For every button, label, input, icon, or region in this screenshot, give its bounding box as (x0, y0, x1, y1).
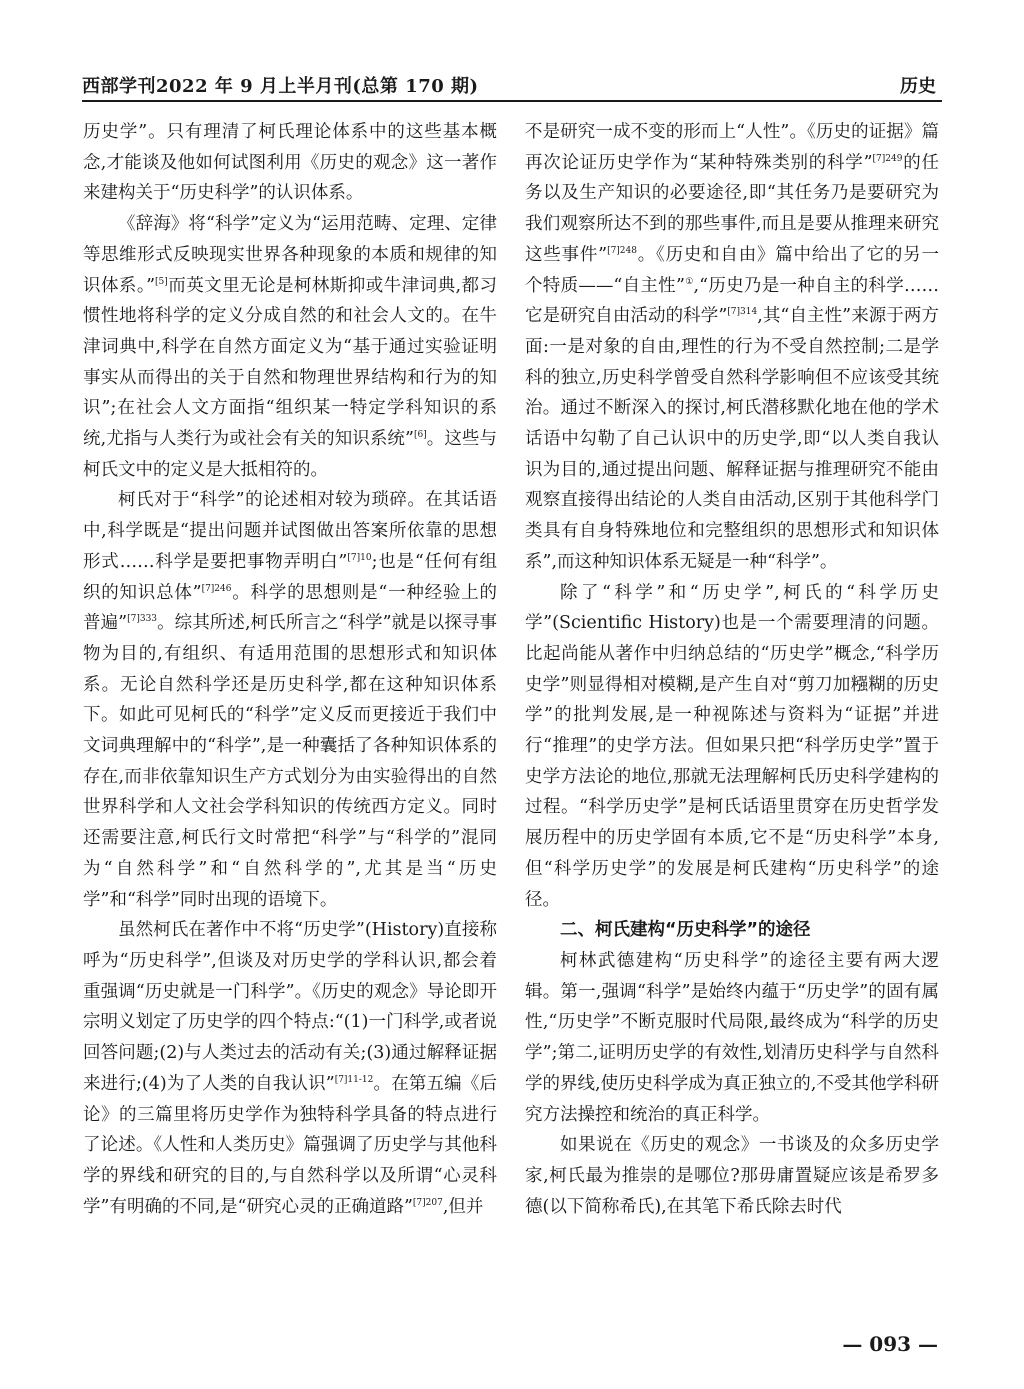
text-run: 。综其所述,柯氏所言之“科学”就是以探寻事物为目的,有组织、有适用范围的思想形式和知识体系。无论自然科学还是历史科学,都在这种知识体系下。如此可见柯氏的“科学”定义反而更接近于我们中文词典理解中的“科学”,是一种囊括了各种知识体系的存在,而非依靠知识生产方式划分为由实验得出的自然世界科学和人文社会学科知识的传统西方定义。同时还需要注意,柯氏行文时常把“科学”与“科学的”混同为“自然科学”和“自然科学的”,尤其是当“历史学”和“科学”同时出现的语境下。 (83, 613, 497, 910)
citation-mark: [7]11-12 (334, 1074, 374, 1085)
text-run: ;也是“任何有组织的知识总体” (83, 551, 498, 603)
section-heading (525, 915, 939, 946)
text-run: ,其“自主性”来源于两方面:一是对象的自由,理性的行为不受自然控制;二是学科的独立,历史科学曾受自然科学影响但不应该受其统治。通过不断深入的探讨,柯氏潜移默化地在他的学术话语中勾勒了自己认识中的历史学,即“以人类自我认识为目的,通过提出问题、解释证据与推理研究不能由观察直接得出结论的人类自由活动,区别于其他科学门类具有自身特殊地位和完整组织的思想形式和知识体系”,而这种知识体系无疑是一种“科学”。 (525, 306, 939, 572)
text-run: 二、柯氏建构“历史科学”的途径 (560, 920, 811, 941)
text-run: 如果说在《历史的观念》一书谈及的众多历史学家,柯氏最为推崇的是哪位?那毋庸置疑应该是希罗多德(以下简称希氏),在其笔下希氏除去时代 (525, 1135, 939, 1217)
paragraph (525, 946, 939, 1130)
paragraph (525, 1130, 939, 1222)
text-run: 而英文里无论是柯林斯抑或牛津词典,都习惯性地将科学的定义分成自然的和社会人文的。在牛津词典中,科学在自然方面定义为“基于通过实验证明事实从而得出的关于自然和物理世界结构和行为的知识”;在社会人文方面指“组织某一特定学科知识的系统,尤指与人类行为或社会有关的知识系统” (83, 275, 498, 450)
paragraph (83, 117, 497, 209)
citation-mark: [7]333 (127, 614, 158, 625)
text-run: 的任务以及生产知识的必要途径,即“其任务乃是要研究为我们观察所达不到的那些事件,而且是要从推理来研究这些事件” (525, 152, 939, 265)
citation-mark: [7]246 (201, 583, 232, 594)
text-run: 。《历史和自由》篇中给出了它的另一个特质——“自主性” (525, 244, 939, 296)
text-run: 柯林武德建构“历史科学”的途径主要有两大逻辑。第一,强调“科学”是始终内蕴于“历史学”的固有属性,“历史学”不断克服时代局限,最终成为“科学的历史学”;第二,证明历史学的有效性,划清历史科学与自然科学的界线,使历史科学成为真正独立的,不受其他学科研究方法操控和统治的真正科学。 (525, 950, 939, 1125)
text-run: ,“历史乃是一种自主的科学……它是研究自由活动的科学” (525, 275, 939, 327)
header-rule (82, 100, 942, 102)
paragraph (83, 209, 497, 485)
text-run: 除了“科学”和“历史学”,柯氏的“科学历史学”(Scientific History)也是一个需要理清的问题。比起尚能从著作中归纳总结的“历史学”概念,“科学历史学”则显得相对模糊,是产生自对“剪刀加糨糊的历史学”的批判发展,是一种视陈述与资料为“证据”并进行“推理”的史学方法。但如果只把“科学历史学”置于史学方法论的地位,那就无法理解柯氏历史科学建构的过程。“科学历史学”是柯氏话语里贯穿在历史哲学发展历程中的历史学固有本质,它不是“历史科学”本身,但“科学历史学”的发展是柯氏建构“历史科学”的途径。 (525, 582, 939, 910)
text-run: 虽然柯氏在著作中不将“历史学”(History)直接称呼为“历史科学”,但谈及对历史学的学科认识,都会着重强调“历史就是一门科学”。《历史的观念》导论即开宗明义划定了历史学的四个特点:“(1)一门科学,或者说回答问题;(2)与人类过去的活动有关;(3)通过解释证据来进行;(4)为了人类的自我认识” (83, 920, 497, 1094)
citation-mark: [6] (413, 430, 427, 441)
section-name: 历史 (900, 76, 936, 97)
page-number: — 093 — (842, 1332, 938, 1356)
citation-mark: ① (684, 276, 694, 287)
text-run: 。科学的思想则是“一种经验上的普遍” (83, 582, 497, 634)
page-header (82, 70, 940, 100)
text-run: 历史学”。只有理清了柯氏理论体系中的这些基本概念,才能谈及他如何试图利用《历史的观念》这一著作来建构关于“历史科学”的认识体系。 (83, 122, 497, 204)
citation-mark: [7]249 (872, 153, 903, 164)
citation-mark: [7]10 (347, 553, 372, 564)
citation-mark: [7]248 (607, 245, 637, 256)
journal-title: 西部学刊2022 年 9 月上半月刊(总第 170 期) (82, 76, 479, 97)
text-run: 。在第五编《后论》的三篇里将历史学作为独特科学具备的特点进行了论述。《人性和人类历史》篇强调了历史学与其他科学的界线和研究的目的,与自然科学以及所谓“心灵科学”有明确的不同,是“研究心灵的正确道路” (83, 1073, 497, 1217)
paragraph (83, 915, 497, 1222)
text-run: 。这些与柯氏文中的定义是大抵相符的。 (83, 429, 498, 480)
text-run: 柯氏对于“科学”的论述相对较为琐碎。在其话语中,科学既是“提出问题并试图做出答案所依靠的思想形式……科学是要把事物弄明白” (83, 490, 497, 572)
left-column (83, 117, 497, 1222)
text-run: 不是研究一成不变的形而上“人性”。《历史的证据》篇再次论证历史学作为“某种特殊类别的科学” (525, 122, 939, 173)
paragraph (525, 578, 939, 916)
text-run: 《辞海》将“科学”定义为“运用范畴、定理、定律等思维形式反映现实世界各种现象的本质和规律的知识体系。” (83, 214, 497, 296)
citation-mark: [7]314 (727, 307, 758, 318)
paragraph (525, 117, 939, 578)
citation-mark: [7]207 (412, 1197, 443, 1208)
right-column (525, 117, 939, 1222)
paragraph (83, 485, 497, 915)
text-run: ,但并 (442, 1196, 484, 1217)
citation-mark: [5] (155, 276, 168, 287)
